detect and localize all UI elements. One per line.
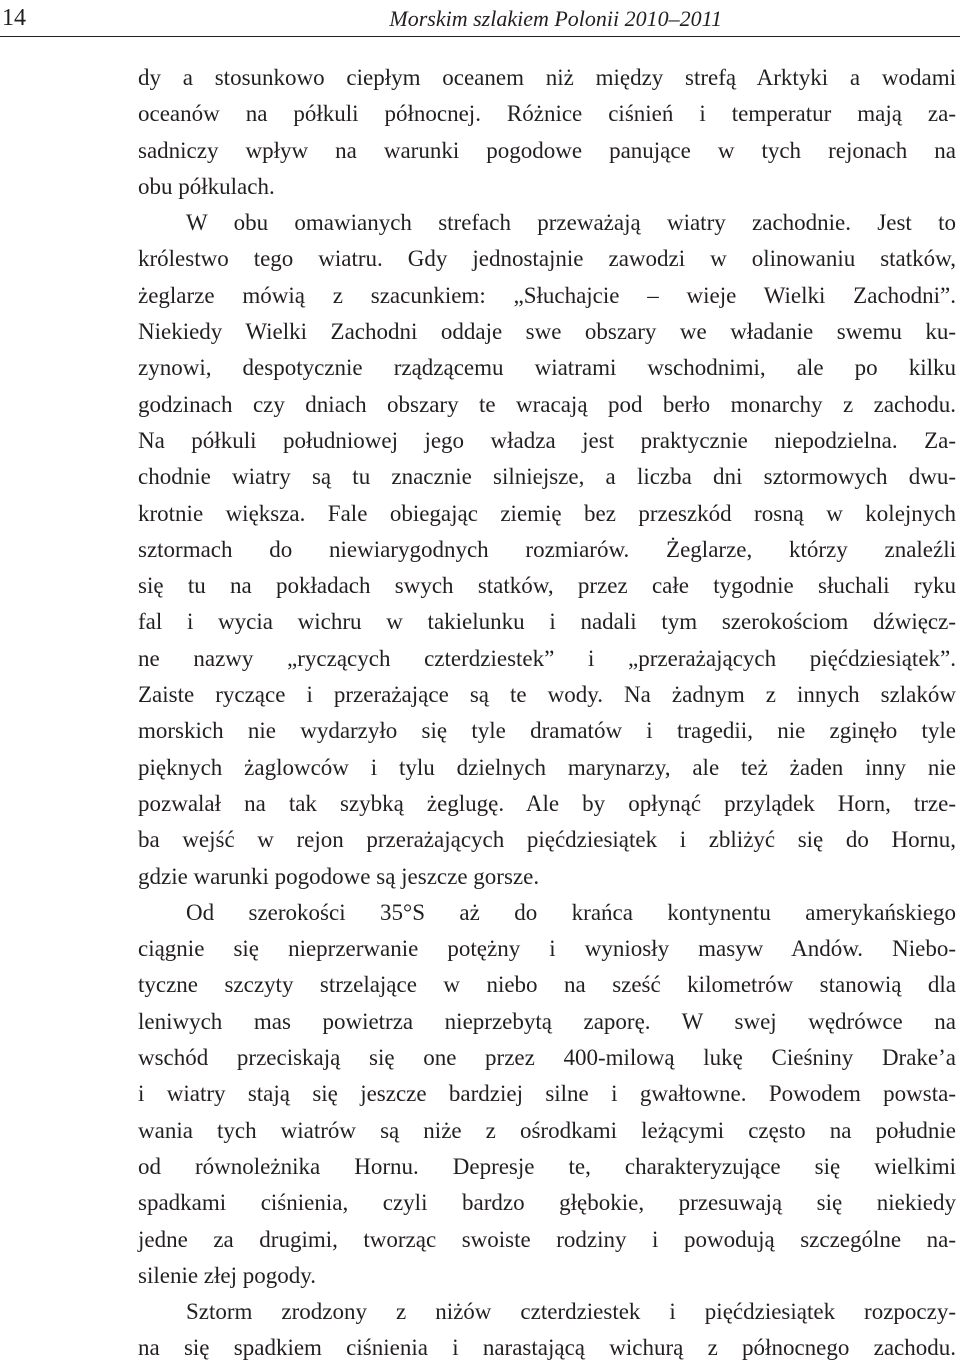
text-line: i wiatry stają się jeszcze bardziej silne i gwałtowne. Powodem powsta- [138, 1081, 956, 1107]
running-title: Morskim szlakiem Polonii 2010–2011 [389, 6, 722, 31]
text-line: dy a stosunkowo ciepłym oceanem niż między strefą Arktyki a wodami [138, 65, 956, 90]
text-line: chodnie wiatry są tu znacznie silniejsze, a liczba dni sztormowych dwu- [138, 464, 956, 490]
text-line: spadkami ciśnienia, czyli bardzo głębokie, przesuwają się niekiedy [138, 1190, 956, 1216]
text-line: godzinach czy dniach obszary te wracają pod berło monarchy z zachodu. [138, 391, 956, 417]
text-line: tyczne szczyty strzelające w niebo na sześć kilometrów stanowią dla [138, 972, 956, 998]
text-line: sadniczy wpływ na warunki pogodowe panujące w tych rejonach na [138, 137, 956, 163]
text-line: od równoleżnika Hornu. Depresje te, charakteryzujące się wielkimi [138, 1153, 956, 1179]
text-line: pozwalał na tak szybką żeglugę. Ale by opłynąć przylądek Horn, trze- [138, 790, 956, 816]
text-line: ne nazwy „ryczących czterdziestek” i „przerażających pięćdziesiątek”. [138, 645, 956, 671]
text-line: Niekiedy Wielki Zachodni oddaje swe obszary we władanie swemu ku- [138, 319, 956, 345]
page-header [0, 0, 960, 40]
text-line: zynowi, despotycznie rządzącemu wiatrami wschodnimi, ale po kilku [138, 355, 956, 381]
text-line: leniwych mas powietrza nieprzebytą zaporę. W swej wędrówce na [138, 1008, 956, 1034]
page-number: 14 [2, 5, 26, 31]
text-line: jedne za drugimi, tworząc swoiste rodziny i powodują szczególne na- [138, 1226, 956, 1252]
text-line: oceanów na półkuli północnej. Różnice ciśnień i temperatur mają za- [138, 101, 956, 127]
text-line: na się spadkiem ciśnienia i narastającą wichurą z północnego zachodu. [138, 1335, 956, 1361]
text-line: sztormach do niewiarygodnych rozmiarów. Żeglarze, którzy znaleźli [138, 536, 956, 562]
text-line: wania tych wiatrów są niże z ośrodkami leżącymi często na południe [138, 1117, 956, 1143]
body-text [138, 60, 956, 1367]
text-line: królestwo tego wiatru. Gdy jednostajnie zawodzi w olinowaniu statków, [138, 246, 956, 272]
text-line: silenie złej pogody. [138, 1262, 316, 1288]
text-line: żeglarze mówią z szacunkiem: „Słuchajcie – wieje Wielki Zachodni”. [138, 282, 956, 308]
text-line: się tu na pokładach swych statków, przez całe tygodnie słuchali ryku [138, 573, 956, 599]
text-line: krotnie większa. Fale obiegając ziemię bez przeszkód rosną w kolejnych [138, 500, 956, 526]
text-line: ciągnie się nieprzerwanie potężny i wyniosły masyw Andów. Niebo- [138, 936, 956, 962]
text-line: wschód przeciskają się one przez 400-milową lukę Cieśniny Drake’a [138, 1045, 956, 1071]
text-line: ba wejść w rejon przerażających pięćdziesiątek i zbliżyć się do Hornu, [138, 827, 956, 853]
text-line: morskich nie wydarzyło się tyle dramatów i tragedii, nie zginęło tyle [138, 718, 956, 744]
header-rule [0, 36, 960, 37]
text-line: Zaiste ryczące i przerażające są te wody. Na żadnym z innych szlaków [138, 682, 956, 708]
text-line: Sztorm zrodzony z niżów czterdziestek i pięćdziesiątek rozpoczy- [186, 1299, 956, 1325]
text-line: Na półkuli południowej jego władza jest praktycznie niepodzielna. Za- [138, 427, 956, 453]
text-line: fal i wycia wichru w takielunku i nadali tym szerokościom dźwięcz- [138, 609, 956, 635]
text-line: W obu omawianych strefach przeważają wiatry zachodnie. Jest to [186, 210, 956, 236]
text-line: pięknych żaglowców i tylu dzielnych marynarzy, ale też żaden inny nie [138, 754, 956, 780]
text-line: obu półkulach. [138, 173, 275, 199]
text-line: Od szerokości 35°S aż do krańca kontynentu amerykańskiego [186, 899, 956, 925]
text-line: gdzie warunki pogodowe są jeszcze gorsze. [138, 863, 540, 889]
